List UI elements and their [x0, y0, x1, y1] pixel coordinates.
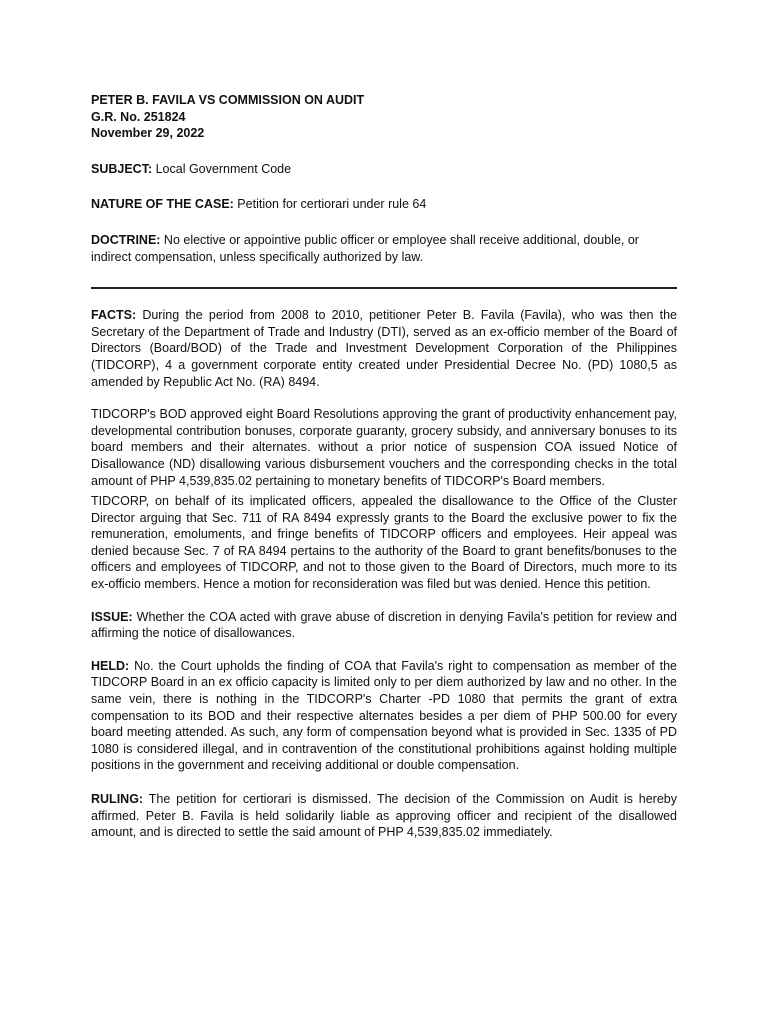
nature-label: NATURE OF THE CASE:	[91, 197, 234, 212]
facts-paragraph-1	[91, 307, 677, 390]
subject-label: SUBJECT:	[91, 161, 153, 176]
nature-section	[91, 196, 677, 213]
doctrine-label: DOCTRINE:	[91, 232, 161, 247]
ruling-label: RULING:	[91, 792, 144, 806]
issue-label: ISSUE:	[91, 609, 133, 624]
case-date: November 29, 2022	[91, 126, 205, 141]
ruling-section	[91, 791, 677, 841]
facts-text-1: During the period from 2008 to 2010, petitioner Peter B. Favila (Favila), who was then the Secretary of the Department of Trade and Industry (DTI), served as an ex-officio member of the Board of Directors (Board/BOD) of the Trade and Investment Development Corporation of the Philippines (TIDCORP), 4 a government corporate entity created under Presidential Decree No. (PD) 1080,5 as amended by Republic Act No. (RA) 8494.	[91, 308, 677, 389]
held-value: No. the Court upholds the finding of COA that Favila's right to compensation as member of the TIDCORP Board in an ex officio capacity is limited only to per diem authorized by law and no other. In the same vein, there is nothing in the TIDCORP's Charter -PD 1080 that permits the grant of extra compensation to its BOD and their respective alternates besides a per diem of PHP 500.00 for every board meeting attended. As such, any form of compensation beyond what is provided in Sec. 1335 of PD 1080 is considered illegal, and in contravention of the constitutional prohibitions against holding multiple positions in the government and receiving additional or double compensation.	[91, 658, 677, 773]
doctrine-value: No elective or appointive public officer or employee shall receive additional, double, or indirect compensation, unless specifically authorized by law.	[91, 232, 639, 264]
ruling-value: The petition for certiorari is dismissed. The decision of the Commission on Audit is hereby affirmed. Peter B. Favila is held solidarily liable as approving officer and recipient of the disallowed amount, and is directed to settle the said amount of PHP 4,539,835.02 immediately.	[91, 792, 677, 840]
case-title: PETER B. FAVILA VS COMMISSION ON AUDIT	[91, 93, 365, 107]
issue-value: Whether the COA acted with grave abuse of discretion in denying Favila's petition for review and affirming the notice of disallowances.	[91, 609, 677, 641]
case-number: G.R. No. 251824	[91, 109, 186, 124]
subject-value: Local Government Code	[152, 161, 292, 176]
section-divider	[91, 287, 677, 289]
held-label: HELD:	[91, 658, 130, 673]
nature-value: Petition for certiorari under rule 64	[233, 197, 427, 212]
case-header	[91, 92, 677, 142]
facts-text-2: TIDCORP's BOD approved eight Board Resolutions approving the grant of productivity enhancement pay, developmental contribution bonuses, corporate guaranty, grocery subsidy, and anniversary bonuses to its board members and their alternates. without a prior notice of suspension COA issued Notice of Disallowance (ND) disallowing various disbursement vouchers and the corresponding checks in the total amount of PHP 4,539,835.02 pertaining to monetary benefits of TIDCORP's Board members.	[91, 407, 677, 488]
case-digest-page	[91, 92, 677, 841]
facts-paragraph-2	[91, 406, 677, 489]
issue-section	[91, 609, 677, 642]
facts-label: FACTS:	[91, 308, 137, 323]
subject-section	[91, 161, 677, 178]
facts-paragraph-3	[91, 493, 677, 593]
held-section	[91, 658, 677, 774]
facts-text-3: TIDCORP, on behalf of its implicated officers, appealed the disallowance to the Office of the Cluster Director arguing that Sec. 711 of RA 8494 expressly grants to the Board the exclusive power to fix the remuneration, emoluments, and fringe benefits of TIDCORP officers and employees. Heir appeal was denied because Sec. 7 of RA 8494 pertains to the authority of the Board to grant benefits/bonuses to the officers and employees of TIDCORP, and not to those given to the Board of Directors, much more to its ex-officio members. Hence a motion for reconsideration was filed but was denied. Hence this petition.	[91, 494, 677, 592]
doctrine-section	[91, 232, 677, 265]
